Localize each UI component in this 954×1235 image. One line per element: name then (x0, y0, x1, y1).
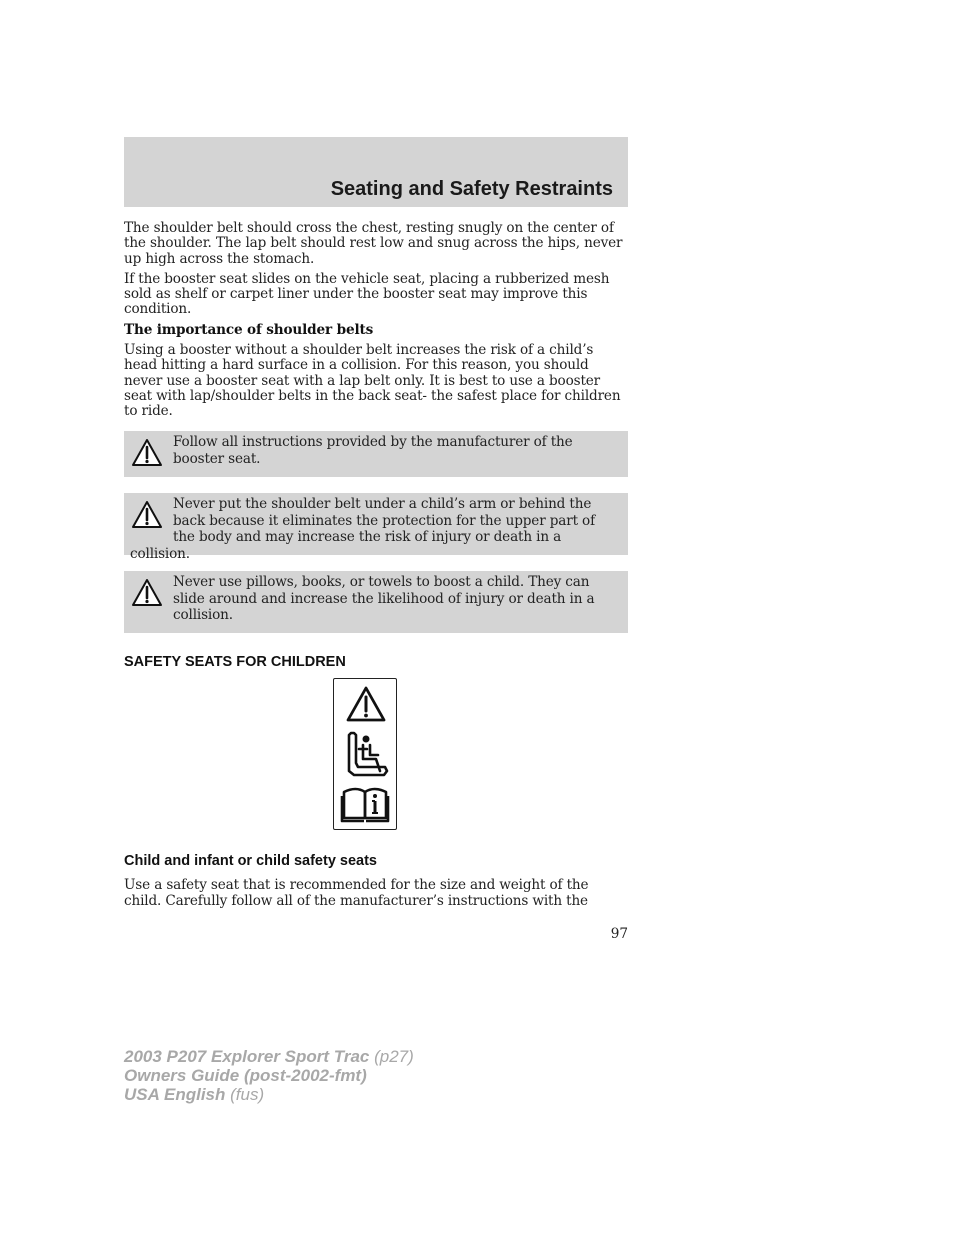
warning-triangle-icon (130, 437, 164, 469)
warning-box (124, 431, 628, 477)
warning-box (124, 493, 628, 563)
section-heading: SAFETY SEATS FOR CHILDREN (124, 654, 346, 670)
warning-text: Follow all instructions provided by the manufacturer of the booster seat. (173, 434, 573, 467)
document-footer (124, 1047, 414, 1104)
paragraph-booster-risk: Using a booster without a shoulder belt increases the risk of a child’s head hitting a hard surface in a collision. For this reason, you should never use a booster seat with a lap belt only. It is best to use a booster seat with lap/shoulder belts in the back seat- the safest place for children to ride. (124, 342, 621, 420)
footer-line-1 (124, 1047, 414, 1066)
paragraph-safety-seat: Use a safety seat that is recommended for the size and weight of the child. Carefully follow all of the manufacturer’s instructions with the (124, 877, 589, 909)
page-title: Seating and Safety Restraints (330, 178, 613, 200)
footer-line-3 (124, 1085, 414, 1104)
safety-icons-panel (333, 678, 397, 830)
subheading-shoulder-belts: The importance of shoulder belts (124, 321, 374, 338)
warning-triangle-icon (130, 499, 164, 531)
paragraph-booster-slides: If the booster seat slides on the vehicle seat, placing a rubberized mesh sold as shelf or carpet liner under the booster seat may improve this condition. (124, 270, 610, 318)
header-band (124, 137, 628, 207)
paragraph-shoulder-belt: The shoulder belt should cross the chest, resting snugly on the center of the shoulder. The lap belt should rest low and snug across the hips, never up high across the stomach. (124, 220, 623, 267)
footer-model: 2003 P207 Explorer Sport Trac (124, 1047, 370, 1066)
warning-text: Never use pillows, books, or towels to boost a child. They can slide around and increase the likelihood of injury or death in a collision. (173, 574, 595, 624)
page-number: 97 (610, 926, 628, 942)
warning-triangle-icon (130, 577, 164, 609)
subheading-child-seats: Child and infant or child safety seats (124, 853, 377, 869)
body-text (124, 221, 628, 425)
footer-page-code: (p27) (374, 1047, 414, 1066)
warning-box (124, 571, 628, 633)
child-seat-icon (349, 733, 387, 775)
owners-manual-info-icon (342, 789, 388, 821)
footer-line-2 (124, 1066, 414, 1085)
warning-triangle-icon (348, 688, 384, 720)
footer-guide: Owners Guide (post-2002-fmt) (124, 1066, 367, 1085)
warning-text: Never put the shoulder belt under a child’s arm or behind the back because it eliminates the protection for the upper part of the body and may increase the risk of injury or death in a collision. (130, 496, 595, 563)
footer-lang-code: (fus) (230, 1085, 265, 1104)
footer-language: USA English (124, 1085, 226, 1104)
